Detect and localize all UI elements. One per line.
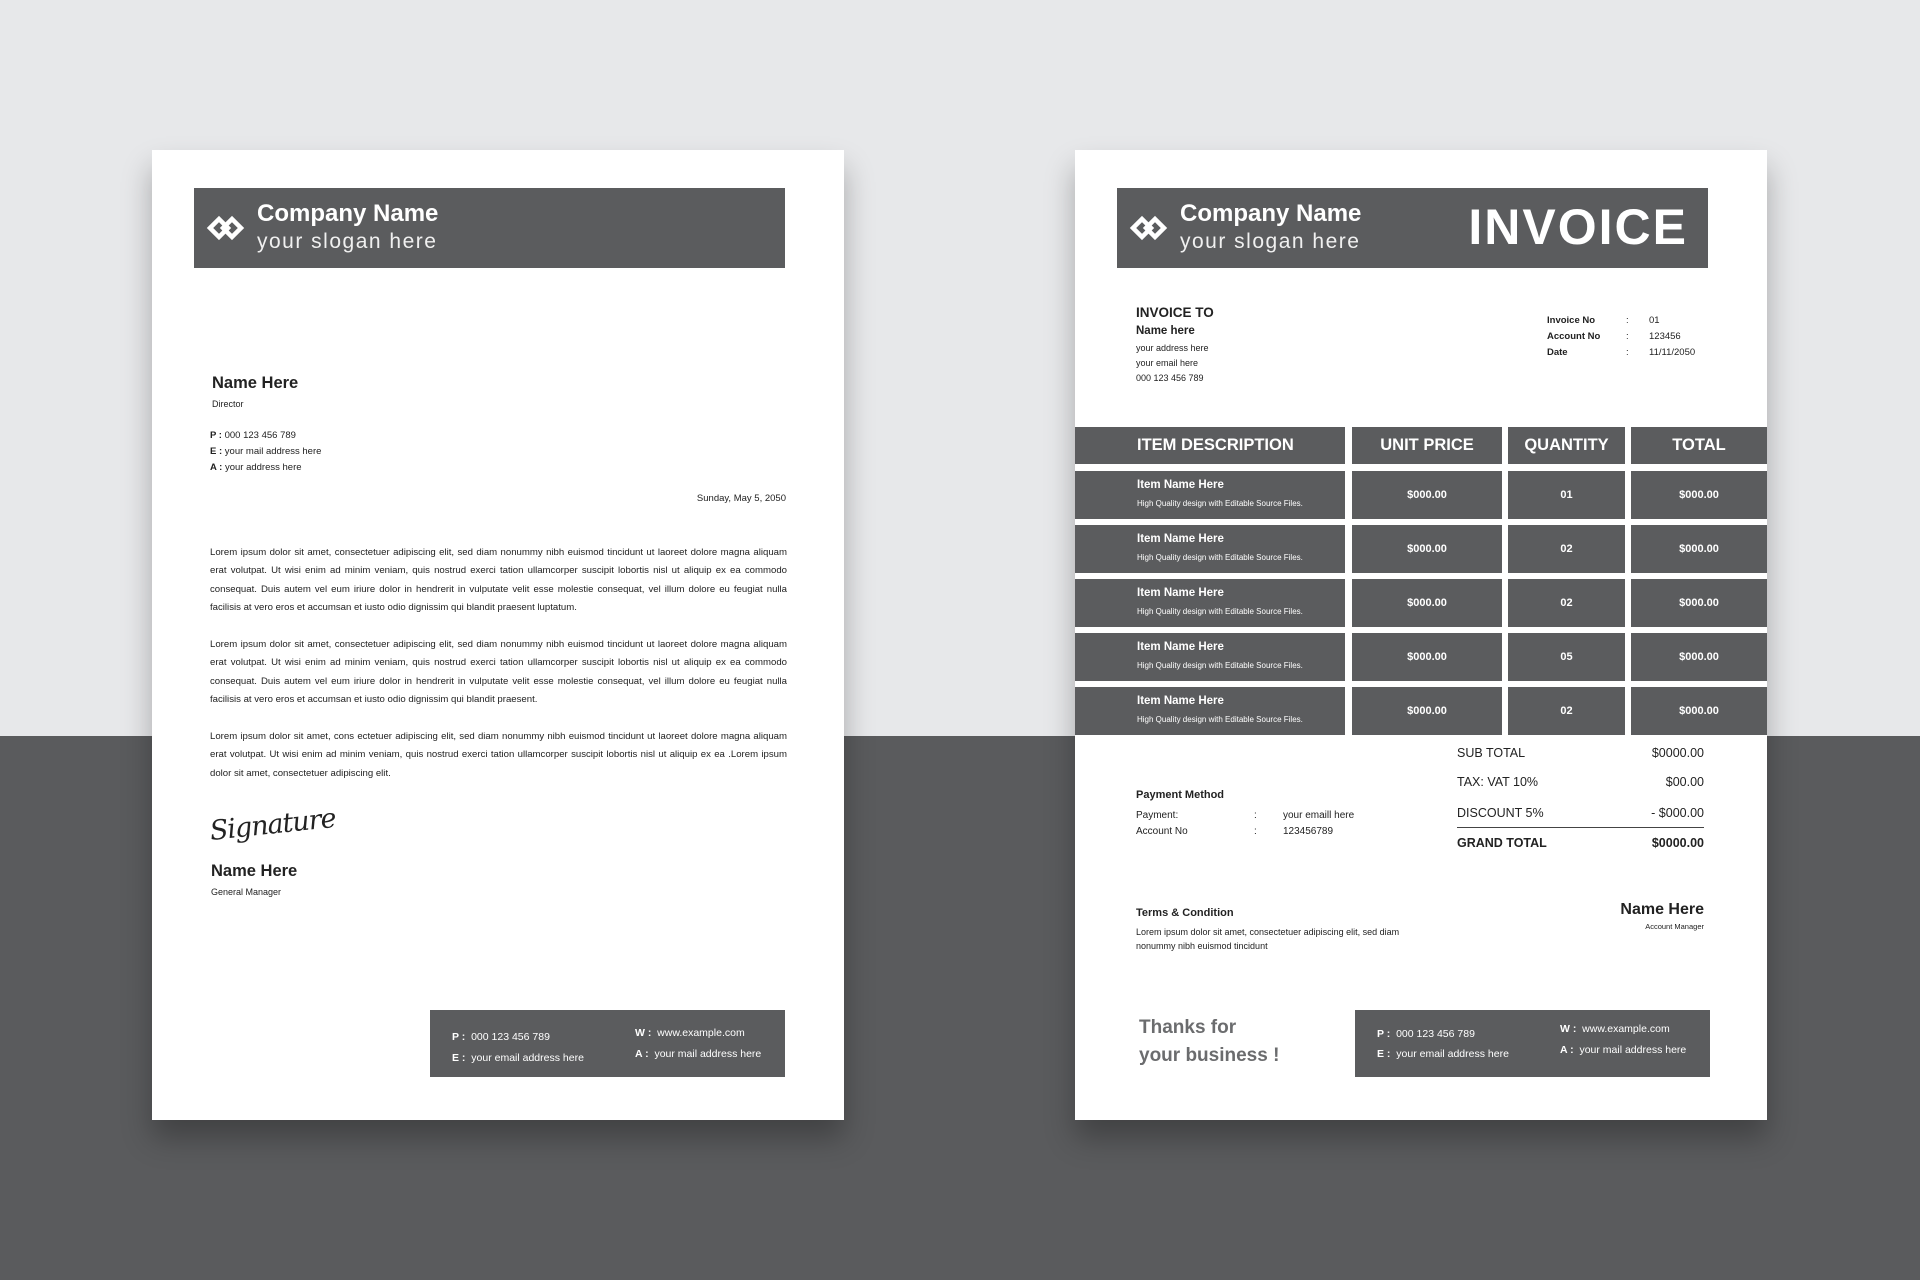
item-description-cell (1075, 525, 1345, 573)
item-detail: High Quality design with Editable Source Files. (1137, 499, 1303, 508)
item-detail: High Quality design with Editable Source Files. (1137, 661, 1303, 670)
signer-name: Name Here (211, 862, 298, 880)
invoice-header (1117, 188, 1708, 268)
th-item-description: ITEM DESCRIPTION (1075, 427, 1345, 464)
footer-website: W : www.example.com (635, 1027, 745, 1039)
item-name: Item Name Here (1137, 641, 1224, 653)
invoice-signer-name: Name Here (1620, 901, 1704, 918)
invoice-title: INVOICE (1468, 199, 1688, 255)
totals-divider (1457, 827, 1704, 828)
thanks-line-1: Thanks for (1139, 1017, 1237, 1038)
payment-sep: : (1254, 810, 1257, 821)
item-description-cell (1075, 579, 1345, 627)
item-qty: 05 (1508, 633, 1625, 681)
sender-name: Name Here (212, 374, 299, 392)
contact-email: E : your mail address here (210, 446, 322, 457)
item-price: $000.00 (1352, 687, 1502, 735)
item-detail: High Quality design with Editable Source Files. (1137, 715, 1303, 724)
item-description-cell (1075, 687, 1345, 735)
payment-label: Payment: (1136, 810, 1179, 821)
item-qty: 01 (1508, 471, 1625, 519)
terms-line-2: nonummy nibh euismod tincidunt (1136, 941, 1268, 951)
account-label: Account No (1136, 826, 1188, 837)
item-name: Item Name Here (1137, 479, 1224, 491)
item-qty: 02 (1508, 525, 1625, 573)
item-description-cell (1075, 471, 1345, 519)
footer-mail-address: A : your mail address here (635, 1048, 762, 1060)
terms-line-1: Lorem ipsum dolor sit amet, consectetuer adipiscing elit, sed diam (1136, 927, 1400, 937)
tax-value: $00.00 (1665, 775, 1704, 789)
item-total: $000.00 (1631, 471, 1767, 519)
company-name: Company Name (257, 200, 439, 227)
footer-email: E : your email address here (1377, 1048, 1509, 1060)
invoice-to-phone: 000 123 456 789 (1136, 373, 1204, 383)
invoice-footer (1355, 1010, 1710, 1077)
item-qty: 02 (1508, 579, 1625, 627)
th-total: TOTAL (1631, 427, 1767, 464)
sub-total-value: $0000.00 (1651, 746, 1704, 760)
item-price: $000.00 (1352, 633, 1502, 681)
item-total: $000.00 (1631, 687, 1767, 735)
grand-total-label: GRAND TOTAL (1457, 836, 1547, 850)
letterhead-footer (430, 1010, 785, 1077)
invoice-to-heading: INVOICE TO (1136, 305, 1214, 320)
payment-value: your emaill here (1283, 810, 1355, 821)
meta-sep: : (1626, 347, 1629, 358)
company-logo-icon (206, 210, 246, 246)
footer-website: W : www.example.com (1560, 1023, 1670, 1035)
item-name: Item Name Here (1137, 587, 1224, 599)
company-logo-icon (1129, 210, 1169, 246)
discount-value: - $000.00 (1651, 806, 1704, 820)
footer-email: E : your email address here (452, 1052, 584, 1064)
meta-value-account-no: 123456 (1649, 331, 1681, 342)
letter-date: Sunday, May 5, 2050 (696, 493, 786, 504)
item-detail: High Quality design with Editable Source Files. (1137, 607, 1303, 616)
invoice-to-name: Name here (1136, 325, 1195, 337)
meta-label-date: Date (1547, 347, 1568, 358)
meta-label-account-no: Account No (1547, 331, 1601, 342)
th-unit-price: UNIT PRICE (1352, 427, 1502, 464)
thanks-line-2: your business ! (1139, 1045, 1280, 1066)
payment-heading: Payment Method (1136, 789, 1225, 801)
signer-title: General Manager (211, 887, 282, 897)
meta-sep: : (1626, 315, 1629, 326)
contact-address: A : your address here (210, 462, 302, 473)
sender-title: Director (212, 399, 244, 409)
discount-label: DISCOUNT 5% (1457, 806, 1544, 820)
meta-sep: : (1626, 331, 1629, 342)
th-quantity: QUANTITY (1508, 427, 1625, 464)
slogan: your slogan here (257, 230, 438, 253)
sub-total-label: SUB TOTAL (1457, 746, 1526, 760)
footer-phone: P : 000 123 456 789 (452, 1031, 550, 1043)
meta-value-date: 11/11/2050 (1649, 347, 1696, 358)
invoice-signer-title: Account Manager (1645, 922, 1704, 931)
footer-phone: P : 000 123 456 789 (1377, 1028, 1475, 1040)
item-total: $000.00 (1631, 579, 1767, 627)
body-paragraph-3: Lorem ipsum dolor sit amet, cons ectetuer adipiscing elit, sed diam nonummy nibh euismod tincidunt ut laoreet dolore magna aliquam erat volutpat. Ut wisi enim ad minim veniam, quis nostrud exerci tation ullamcorper suscipit lobortis nisl ut aliquip ex ea .Lorem ipsum dolor sit amet, consectetuer adipiscing elit. (210, 731, 787, 779)
body-paragraph-2: Lorem ipsum dolor sit amet, consectetuer adipiscing elit, sed diam nonummy nibh euismod tincidunt ut laoreet dolore magna aliquam erat volutpat. Ut wisi enim ad minim veniam, quis nostrud exerci tation ullamcorper suscipit lobortis nisl ut aliquip ex ea commodo consequat. Duis autem vel eum iriure dolor in hendrerit in vulputate velit esse molestie consequat, vel illum dolore eu feugiat nulla facilisis at vero eros et accumsan et iusto odio dignissim qui blandit praesent. (210, 639, 787, 705)
item-description-cell (1075, 633, 1345, 681)
account-sep: : (1254, 826, 1257, 837)
contact-phone: P : 000 123 456 789 (210, 430, 296, 441)
meta-value-invoice-no: 01 (1649, 315, 1660, 326)
letterhead-page (152, 150, 844, 1120)
grand-total-value: $0000.00 (1651, 836, 1704, 850)
item-total: $000.00 (1631, 525, 1767, 573)
item-detail: High Quality design with Editable Source Files. (1137, 553, 1303, 562)
item-name: Item Name Here (1137, 533, 1224, 545)
letterhead-header (194, 188, 785, 268)
item-price: $000.00 (1352, 525, 1502, 573)
tax-label: TAX: VAT 10% (1457, 775, 1539, 789)
footer-mail-address: A : your mail address here (1560, 1044, 1687, 1056)
item-price: $000.00 (1352, 579, 1502, 627)
account-value: 123456789 (1283, 826, 1334, 837)
invoice-to-address: your address here (1136, 343, 1209, 353)
item-price: $000.00 (1352, 471, 1502, 519)
invoice-to-email: your email here (1136, 358, 1199, 368)
invoice-page (1075, 150, 1767, 1120)
item-qty: 02 (1508, 687, 1625, 735)
signature: Signature (208, 802, 337, 847)
slogan: your slogan here (1180, 230, 1361, 253)
item-total: $000.00 (1631, 633, 1767, 681)
company-name: Company Name (1180, 200, 1362, 227)
meta-label-invoice-no: Invoice No (1547, 315, 1596, 326)
item-name: Item Name Here (1137, 695, 1224, 707)
terms-heading: Terms & Condition (1136, 907, 1234, 919)
body-paragraph-1: Lorem ipsum dolor sit amet, consectetuer adipiscing elit, sed diam nonummy nibh euismod tincidunt ut laoreet dolore magna aliquam erat volutpat. Ut wisi enim ad minim veniam, quis nostrud exerci tation ullamcorper suscipit lobortis nisl ut aliquip ex ea commodo consequat. Duis autem vel eum iriure dolor in hendrerit in vulputate velit esse molestie consequat, vel illum dolore eu feugiat nulla facilisis at vero eros et accumsan et iusto odio dignissim qui blandit praesent luptatum. (210, 547, 787, 613)
